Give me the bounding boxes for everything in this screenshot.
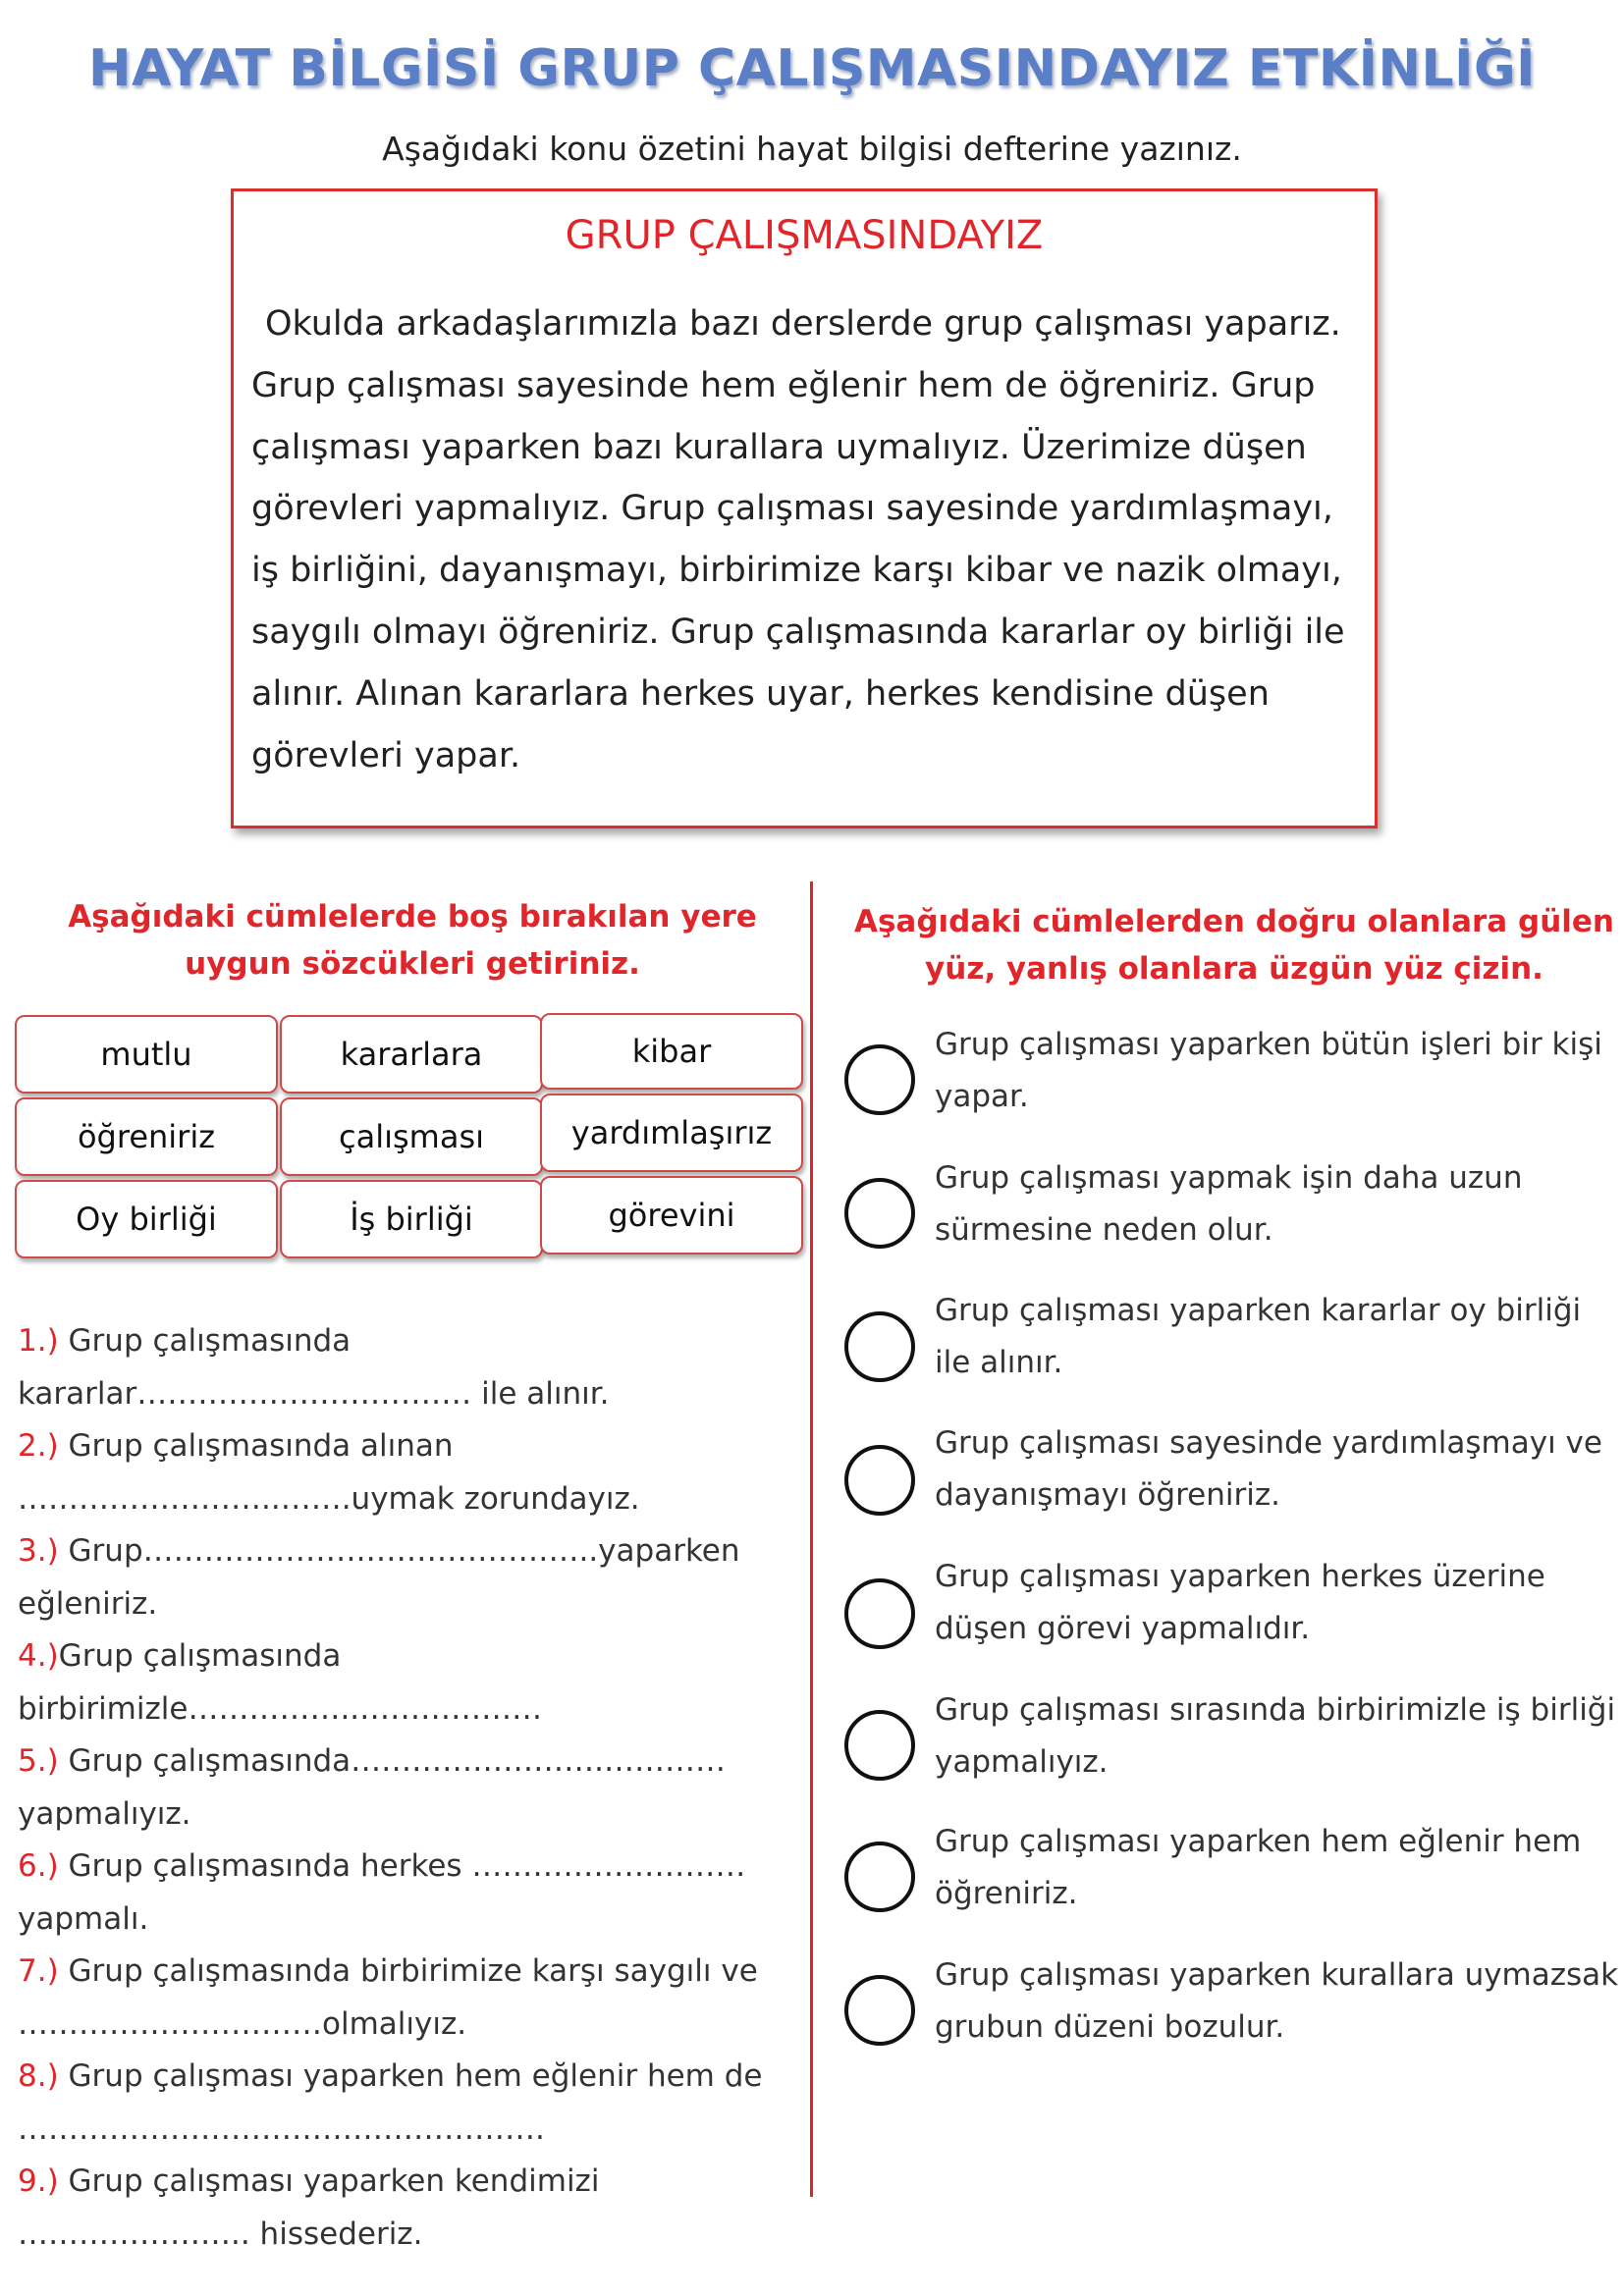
item-number: 6.) xyxy=(18,1848,59,1884)
list-item xyxy=(18,2051,803,2156)
summary-box xyxy=(231,188,1378,828)
item-text: Grup çalışması yaparken hem eğlenir hem de ……………………………………………. xyxy=(18,2058,763,2147)
list-item xyxy=(18,1420,803,1525)
fill-blanks-instruction: Aşağıdaki cümlelerde boş bırakılan yere uygun sözcükleri getiriniz. xyxy=(68,899,757,982)
answer-circle[interactable] xyxy=(844,1710,915,1781)
worksheet-title: HAYAT BİLGİSİ GRUP ÇALIŞMASINDAYIZ ETKİNLİĞİ xyxy=(87,39,1536,98)
true-false-instruction: Aşağıdaki cümlelerden doğru olanlara gülen yüz, yanlış olanlara üzgün yüz çizin. xyxy=(853,904,1614,987)
list-item xyxy=(18,1946,803,2051)
statement-text: Grup çalışması sırasında birbirimizle iş birliği yapmalıyız. xyxy=(935,1692,1616,1780)
item-number: 8.) xyxy=(18,2058,59,2094)
item-number: 4.) xyxy=(18,1638,59,1674)
fill-blanks-list xyxy=(18,1315,803,2261)
answer-circle[interactable] xyxy=(844,1311,915,1382)
statement-text: Grup çalışması yaparken kurallara uymazsak grubun düzeni bozulur. xyxy=(935,1957,1619,2045)
item-text: Grup çalışmasında alınan ……………………..…….uymak zorundayız. xyxy=(18,1428,640,1517)
answer-circle[interactable] xyxy=(844,1044,915,1115)
statement-text: Grup çalışması sayesinde yardımlaşmayı ve dayanışmayı öğreniriz. xyxy=(935,1425,1602,1513)
item-number: 3.) xyxy=(18,1533,59,1569)
word-box-label: kibar xyxy=(631,1033,712,1070)
statement-text: Grup çalışması yaparken kararlar oy birliği ile alınır. xyxy=(935,1293,1582,1380)
word-box xyxy=(15,1015,278,1094)
word-box xyxy=(540,1013,803,1090)
list-item xyxy=(18,2156,803,2261)
answer-circle[interactable] xyxy=(844,1178,915,1249)
list-item xyxy=(18,1315,803,1420)
worksheet-subtitle: Aşağıdaki konu özetini hayat bilgisi defterine yazınız. xyxy=(382,130,1242,168)
item-number: 9.) xyxy=(18,2163,59,2199)
word-box xyxy=(15,1180,278,1258)
summary-text: Okulda arkadaşlarımızla bazı derslerde grup çalışması yaparız. Grup çalışması sayesinde hem eğlenir hem de öğreniriz. Grup çalışması yaparken bazı kurallara uymalıyız. Üzerimize düşen görevleri yapmalıyız. Grup çalışması sayesinde yardımlaşmayı, iş birliğini, dayanışmayı, birbirimize karşı kibar ve nazik olmayı, saygılı olmayı öğreniriz. Grup çalışmasında kararlar oy birliği ile alınır. Alınan kararlara herkes uyar, herkes kendisine düşen görevleri yapar. xyxy=(251,304,1345,775)
summary-heading: GRUP ÇALIŞMASINDAYIZ xyxy=(565,213,1044,258)
word-box-label: görevini xyxy=(608,1197,735,1234)
word-box xyxy=(540,1094,803,1172)
word-box xyxy=(280,1015,543,1094)
statement-text: Grup çalışması yaparken bütün işleri bir kişi yapar. xyxy=(935,1027,1602,1114)
list-item xyxy=(18,1630,803,1735)
item-text: Grup çalışmasında kararlar…………………………… ile alınır. xyxy=(18,1323,610,1412)
answer-circle[interactable] xyxy=(844,1975,915,2046)
item-number: 1.) xyxy=(18,1323,59,1359)
word-box xyxy=(15,1097,278,1176)
statement-text: Grup çalışması yaparken hem eğlenir hem öğreniriz. xyxy=(935,1824,1582,1911)
word-box-label: Oy birliği xyxy=(76,1201,217,1238)
word-box-label: çalışması xyxy=(339,1118,484,1155)
item-text: Grup çalışmasında birbirimize karşı saygılı ve …………………………olmalıyız. xyxy=(18,1953,758,2042)
list-item xyxy=(18,1735,803,1841)
item-text: Grup çalışması yaparken kendimizi ………………….. hissederiz. xyxy=(18,2163,600,2252)
answer-circle[interactable] xyxy=(844,1578,915,1649)
answer-circle[interactable] xyxy=(844,1445,915,1516)
item-text: Grup çalışmasında birbirimizle……………..……………… xyxy=(18,1638,543,1727)
item-text: Grup çalışmasında herkes ………………………yapmalı. xyxy=(18,1848,746,1937)
column-divider xyxy=(810,881,813,2197)
word-box-label: İş birliği xyxy=(350,1201,473,1238)
item-number: 5.) xyxy=(18,1743,59,1779)
answer-circle[interactable] xyxy=(844,1842,915,1912)
statement-text: Grup çalışması yaparken herkes üzerine düşen görevi yapmalıdır. xyxy=(935,1559,1545,1646)
word-box-label: kararlara xyxy=(340,1036,483,1073)
item-number: 2.) xyxy=(18,1428,59,1464)
list-item xyxy=(18,1525,803,1630)
statement-text: Grup çalışması yapmak işin daha uzun sürmesine neden olur. xyxy=(935,1160,1523,1248)
word-box-label: öğreniriz xyxy=(77,1118,216,1155)
item-number: 7.) xyxy=(18,1953,59,1989)
word-box-label: yardımlaşırız xyxy=(570,1114,773,1151)
item-text: Grup çalışmasında…………………….…………yapmalıyız. xyxy=(18,1743,727,1832)
word-box xyxy=(280,1097,543,1176)
item-text: Grup………………….…………………..yaparken eğleniriz. xyxy=(18,1533,740,1622)
word-box xyxy=(280,1180,543,1258)
word-box-label: mutlu xyxy=(100,1036,192,1073)
list-item xyxy=(18,1841,803,1946)
word-box xyxy=(540,1176,803,1255)
